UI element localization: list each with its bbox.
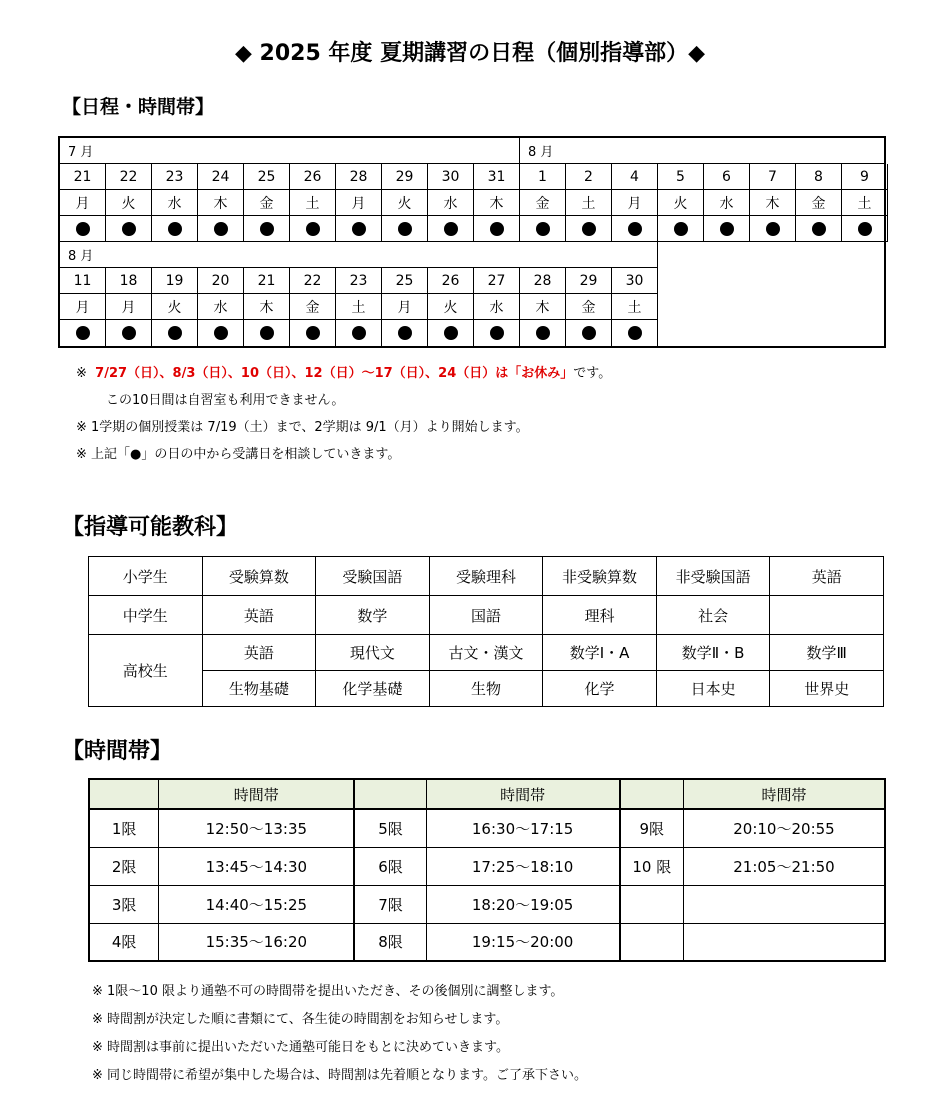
- subject-cell: 生物: [429, 671, 543, 707]
- available-dot: [490, 326, 504, 340]
- calendar-weekday: 木: [474, 190, 520, 216]
- available-dot: [260, 326, 274, 340]
- calendar-weekday: 火: [152, 294, 198, 320]
- available-dot-cell: [474, 216, 520, 242]
- calendar-weekday: 水: [198, 294, 244, 320]
- available-dot: [582, 222, 596, 236]
- subject-cell: 世界史: [770, 671, 884, 707]
- available-dot: [536, 222, 550, 236]
- calendar-weekday: 水: [152, 190, 198, 216]
- available-dot: [260, 222, 274, 236]
- available-dot-cell: [152, 216, 198, 242]
- header-timeslot: 時間帯: [159, 779, 355, 809]
- calendar-date: 26: [290, 164, 336, 190]
- available-dot: [490, 222, 504, 236]
- table-row: [89, 596, 884, 635]
- calendar-weekday: 月: [612, 190, 658, 216]
- timeslots-heading: 【時間帯】: [62, 739, 173, 764]
- period-time: 12:50～13:35: [159, 809, 355, 847]
- available-dot-cell: [382, 216, 428, 242]
- period-label: 6限: [354, 847, 426, 885]
- available-dot-cell: [566, 216, 612, 242]
- calendar-weekday: 水: [704, 190, 750, 216]
- calendar-date: 6: [704, 164, 750, 190]
- table-header-row: [89, 779, 885, 809]
- subject-cell: 数学Ⅰ・A: [543, 635, 657, 671]
- available-dot-cell: [336, 216, 382, 242]
- available-dot-cell: [198, 216, 244, 242]
- calendar-date: 4: [612, 164, 658, 190]
- available-dot: [766, 222, 780, 236]
- available-dot: [306, 222, 320, 236]
- available-dot: [444, 326, 458, 340]
- subject-cell: 受験算数: [202, 557, 316, 596]
- subject-cell: 非受験国語: [656, 557, 770, 596]
- note-item: ※ 同じ時間帯に希望が集中した場合は、時間割は先着順となります。ご了承下さい。: [92, 1068, 587, 1083]
- period-time: [683, 923, 885, 961]
- subject-cell: 国語: [429, 596, 543, 635]
- period-label: 8限: [354, 923, 426, 961]
- available-dot-cell: [198, 320, 244, 346]
- note-item: ※ 時間割は事前に提出いただいた通塾可能日をもとに決めていきます。: [92, 1040, 509, 1055]
- calendar-weekday: 金: [520, 190, 566, 216]
- calendar-weekday: 水: [474, 294, 520, 320]
- period-label: 7限: [354, 885, 426, 923]
- table-row: [89, 671, 884, 707]
- subject-cell: 化学基礎: [316, 671, 430, 707]
- schedule-notes: [76, 360, 611, 468]
- available-dot-cell: [382, 320, 428, 346]
- available-dot-cell: [566, 320, 612, 346]
- calendar-dots-row-2: [60, 320, 658, 346]
- subject-cell: 数学: [316, 596, 430, 635]
- available-dot-cell: [290, 320, 336, 346]
- calendar-weekday: 土: [612, 294, 658, 320]
- calendar-weekday: 木: [750, 190, 796, 216]
- grade-label: 小学生: [89, 557, 203, 596]
- period-time: 13:45～14:30: [159, 847, 355, 885]
- calendar-date: 23: [336, 268, 382, 294]
- calendar-date: 26: [428, 268, 474, 294]
- calendar-date: 25: [382, 268, 428, 294]
- calendar-date: 9: [842, 164, 888, 190]
- available-dot: [720, 222, 734, 236]
- period-label: 5限: [354, 809, 426, 847]
- calendar-weekday: 土: [336, 294, 382, 320]
- calendar-weekday: 月: [336, 190, 382, 216]
- calendar-date: 28: [336, 164, 382, 190]
- available-dot-cell: [152, 320, 198, 346]
- available-dot-cell: [612, 216, 658, 242]
- available-dot: [582, 326, 596, 340]
- subject-cell: 受験国語: [316, 557, 430, 596]
- period-time: 20:10～20:55: [683, 809, 885, 847]
- available-dot-cell: [106, 216, 152, 242]
- period-label: [620, 885, 684, 923]
- calendar-weekday: 土: [842, 190, 888, 216]
- calendar-weekday: 土: [566, 190, 612, 216]
- available-dot: [214, 222, 228, 236]
- available-dot: [168, 222, 182, 236]
- calendar-date: 23: [152, 164, 198, 190]
- available-dot-cell: [520, 216, 566, 242]
- calendar-weekday: 木: [520, 294, 566, 320]
- subject-cell: 理科: [543, 596, 657, 635]
- calendar-date: 18: [106, 268, 152, 294]
- subject-cell: 英語: [202, 635, 316, 671]
- calendar-dots-row-1: [60, 216, 888, 242]
- period-time: 18:20～19:05: [426, 885, 620, 923]
- subject-cell: 化学: [543, 671, 657, 707]
- header-empty: [89, 779, 159, 809]
- table-row: [89, 885, 885, 923]
- calendar-date: 30: [612, 268, 658, 294]
- calendar-date: 27: [474, 268, 520, 294]
- calendar-weekdays-row-1: [60, 190, 888, 216]
- available-dot-cell: [658, 216, 704, 242]
- available-dot-cell: [704, 216, 750, 242]
- note-holidays-sub: この10日間は自習室も利用できません。: [106, 393, 345, 408]
- available-dot: [122, 222, 136, 236]
- period-label: [620, 923, 684, 961]
- calendar-date: 20: [198, 268, 244, 294]
- subject-cell: 生物基礎: [202, 671, 316, 707]
- period-label: 9限: [620, 809, 684, 847]
- subject-cell: 受験理科: [429, 557, 543, 596]
- calendar-date: 24: [198, 164, 244, 190]
- period-label: 1限: [89, 809, 159, 847]
- calendar-weekday: 木: [244, 294, 290, 320]
- calendar-date: 22: [106, 164, 152, 190]
- available-dot-cell: [244, 216, 290, 242]
- schedule-heading: 【日程・時間帯】: [62, 96, 215, 118]
- calendar-weekday: 金: [566, 294, 612, 320]
- timeslot-notes: [92, 978, 587, 1090]
- available-dot-cell: [60, 320, 106, 346]
- available-dot-cell: [428, 216, 474, 242]
- table-row: [89, 809, 885, 847]
- available-dot: [536, 326, 550, 340]
- grade-label: 中学生: [89, 596, 203, 635]
- available-dot: [812, 222, 826, 236]
- holiday-dates: 7/27（日）、8/3（日）、10（日）、12（日）～17（日）、24（日）は「お休み」: [95, 366, 574, 381]
- period-time: 17:25～18:10: [426, 847, 620, 885]
- period-time: 15:35～16:20: [159, 923, 355, 961]
- calendar-days-row-1: [60, 164, 888, 190]
- available-dot: [76, 222, 90, 236]
- available-dot-cell: [244, 320, 290, 346]
- subject-cell: 古文・漢文: [429, 635, 543, 671]
- calendar-weekday: 火: [106, 190, 152, 216]
- available-dot: [76, 326, 90, 340]
- note-holidays: ※ 7/27（日）、8/3（日）、10（日）、12（日）～17（日）、24（日）は「お休み」です。: [76, 366, 612, 381]
- period-label: 4限: [89, 923, 159, 961]
- calendar-weekdays-row-2: [60, 294, 658, 320]
- available-dot-cell: [474, 320, 520, 346]
- calendar-date: 19: [152, 268, 198, 294]
- month-label-july: 7 月: [60, 138, 520, 164]
- table-row: [89, 557, 884, 596]
- subject-cell: [770, 596, 884, 635]
- subject-cell: 英語: [202, 596, 316, 635]
- calendar-date: 28: [520, 268, 566, 294]
- calendar-date: 1: [520, 164, 566, 190]
- month-label-august-2: 8 月: [60, 242, 658, 268]
- available-dot: [214, 326, 228, 340]
- note-item: ※ 時間割が決定した順に書類にて、各生徒の時間割をお知らせします。: [92, 1012, 509, 1027]
- available-dot-cell: [750, 216, 796, 242]
- calendar-days-row-2: [60, 268, 658, 294]
- page-title: ◆ 2025 年度 夏期講習の日程（個別指導部）◆: [234, 41, 706, 66]
- period-label: 10 限: [620, 847, 684, 885]
- table-row: [89, 847, 885, 885]
- subject-cell: 社会: [656, 596, 770, 635]
- available-dot-cell: [290, 216, 336, 242]
- subject-cell: 日本史: [656, 671, 770, 707]
- available-dot: [858, 222, 872, 236]
- calendar-weekday: 木: [198, 190, 244, 216]
- timeslots-table: [88, 778, 886, 962]
- calendar-date: 21: [60, 164, 106, 190]
- period-time: [683, 885, 885, 923]
- table-row: [89, 635, 884, 671]
- available-dot: [122, 326, 136, 340]
- subject-cell: 数学Ⅱ・B: [656, 635, 770, 671]
- note-dots: ※ 上記「●」の日の中から受講日を相談していきます。: [76, 447, 401, 462]
- available-dot-cell: [106, 320, 152, 346]
- available-dot: [628, 222, 642, 236]
- available-dot-cell: [336, 320, 382, 346]
- subjects-heading: 【指導可能教科】: [62, 515, 239, 540]
- available-dot-cell: [612, 320, 658, 346]
- available-dot: [398, 222, 412, 236]
- calendar-weekday: 火: [428, 294, 474, 320]
- available-dot: [306, 326, 320, 340]
- available-dot-cell: [60, 216, 106, 242]
- available-dot: [168, 326, 182, 340]
- header-empty: [620, 779, 684, 809]
- calendar-weekday: 水: [428, 190, 474, 216]
- schedule-calendar: [58, 136, 886, 348]
- calendar-date: 11: [60, 268, 106, 294]
- period-label: 3限: [89, 885, 159, 923]
- subject-cell: 数学Ⅲ: [770, 635, 884, 671]
- note-term: ※ 1学期の個別授業は 7/19（土）まで、2学期は 9/1（月）より開始します。: [76, 420, 529, 435]
- calendar-date: 8: [796, 164, 842, 190]
- period-time: 16:30～17:15: [426, 809, 620, 847]
- subject-cell: 非受験算数: [543, 557, 657, 596]
- calendar-weekday: 金: [244, 190, 290, 216]
- calendar-date: 25: [244, 164, 290, 190]
- period-time: 14:40～15:25: [159, 885, 355, 923]
- calendar-weekday: 月: [60, 190, 106, 216]
- note-item: ※ 1限～10 限より通塾不可の時間帯を提出いただき、その後個別に調整します。: [92, 984, 564, 999]
- available-dot-cell: [842, 216, 888, 242]
- subject-cell: 英語: [770, 557, 884, 596]
- available-dot-cell: [520, 320, 566, 346]
- available-dot-cell: [796, 216, 842, 242]
- available-dot-cell: [428, 320, 474, 346]
- available-dot: [398, 326, 412, 340]
- calendar-date: 2: [566, 164, 612, 190]
- calendar-weekday: 月: [382, 294, 428, 320]
- period-time: 21:05～21:50: [683, 847, 885, 885]
- period-label: 2限: [89, 847, 159, 885]
- calendar-date: 29: [382, 164, 428, 190]
- calendar-weekday: 火: [658, 190, 704, 216]
- header-timeslot: 時間帯: [683, 779, 885, 809]
- subjects-table: [88, 556, 884, 707]
- subject-cell: 現代文: [316, 635, 430, 671]
- header-timeslot: 時間帯: [426, 779, 620, 809]
- available-dot: [352, 326, 366, 340]
- calendar-date: 31: [474, 164, 520, 190]
- table-row: [89, 923, 885, 961]
- month-label-august: 8 月: [520, 138, 884, 164]
- calendar-weekday: 火: [382, 190, 428, 216]
- calendar-date: 30: [428, 164, 474, 190]
- header-empty: [354, 779, 426, 809]
- calendar-weekday: 月: [60, 294, 106, 320]
- calendar-date: 22: [290, 268, 336, 294]
- available-dot: [628, 326, 642, 340]
- available-dot: [444, 222, 458, 236]
- period-time: 19:15～20:00: [426, 923, 620, 961]
- calendar-date: 21: [244, 268, 290, 294]
- calendar-weekday: 金: [796, 190, 842, 216]
- calendar-date: 29: [566, 268, 612, 294]
- calendar-date: 5: [658, 164, 704, 190]
- available-dot: [352, 222, 366, 236]
- grade-label: 高校生: [89, 635, 203, 707]
- calendar-weekday: 月: [106, 294, 152, 320]
- calendar-weekday: 土: [290, 190, 336, 216]
- calendar-date: 7: [750, 164, 796, 190]
- calendar-weekday: 金: [290, 294, 336, 320]
- available-dot: [674, 222, 688, 236]
